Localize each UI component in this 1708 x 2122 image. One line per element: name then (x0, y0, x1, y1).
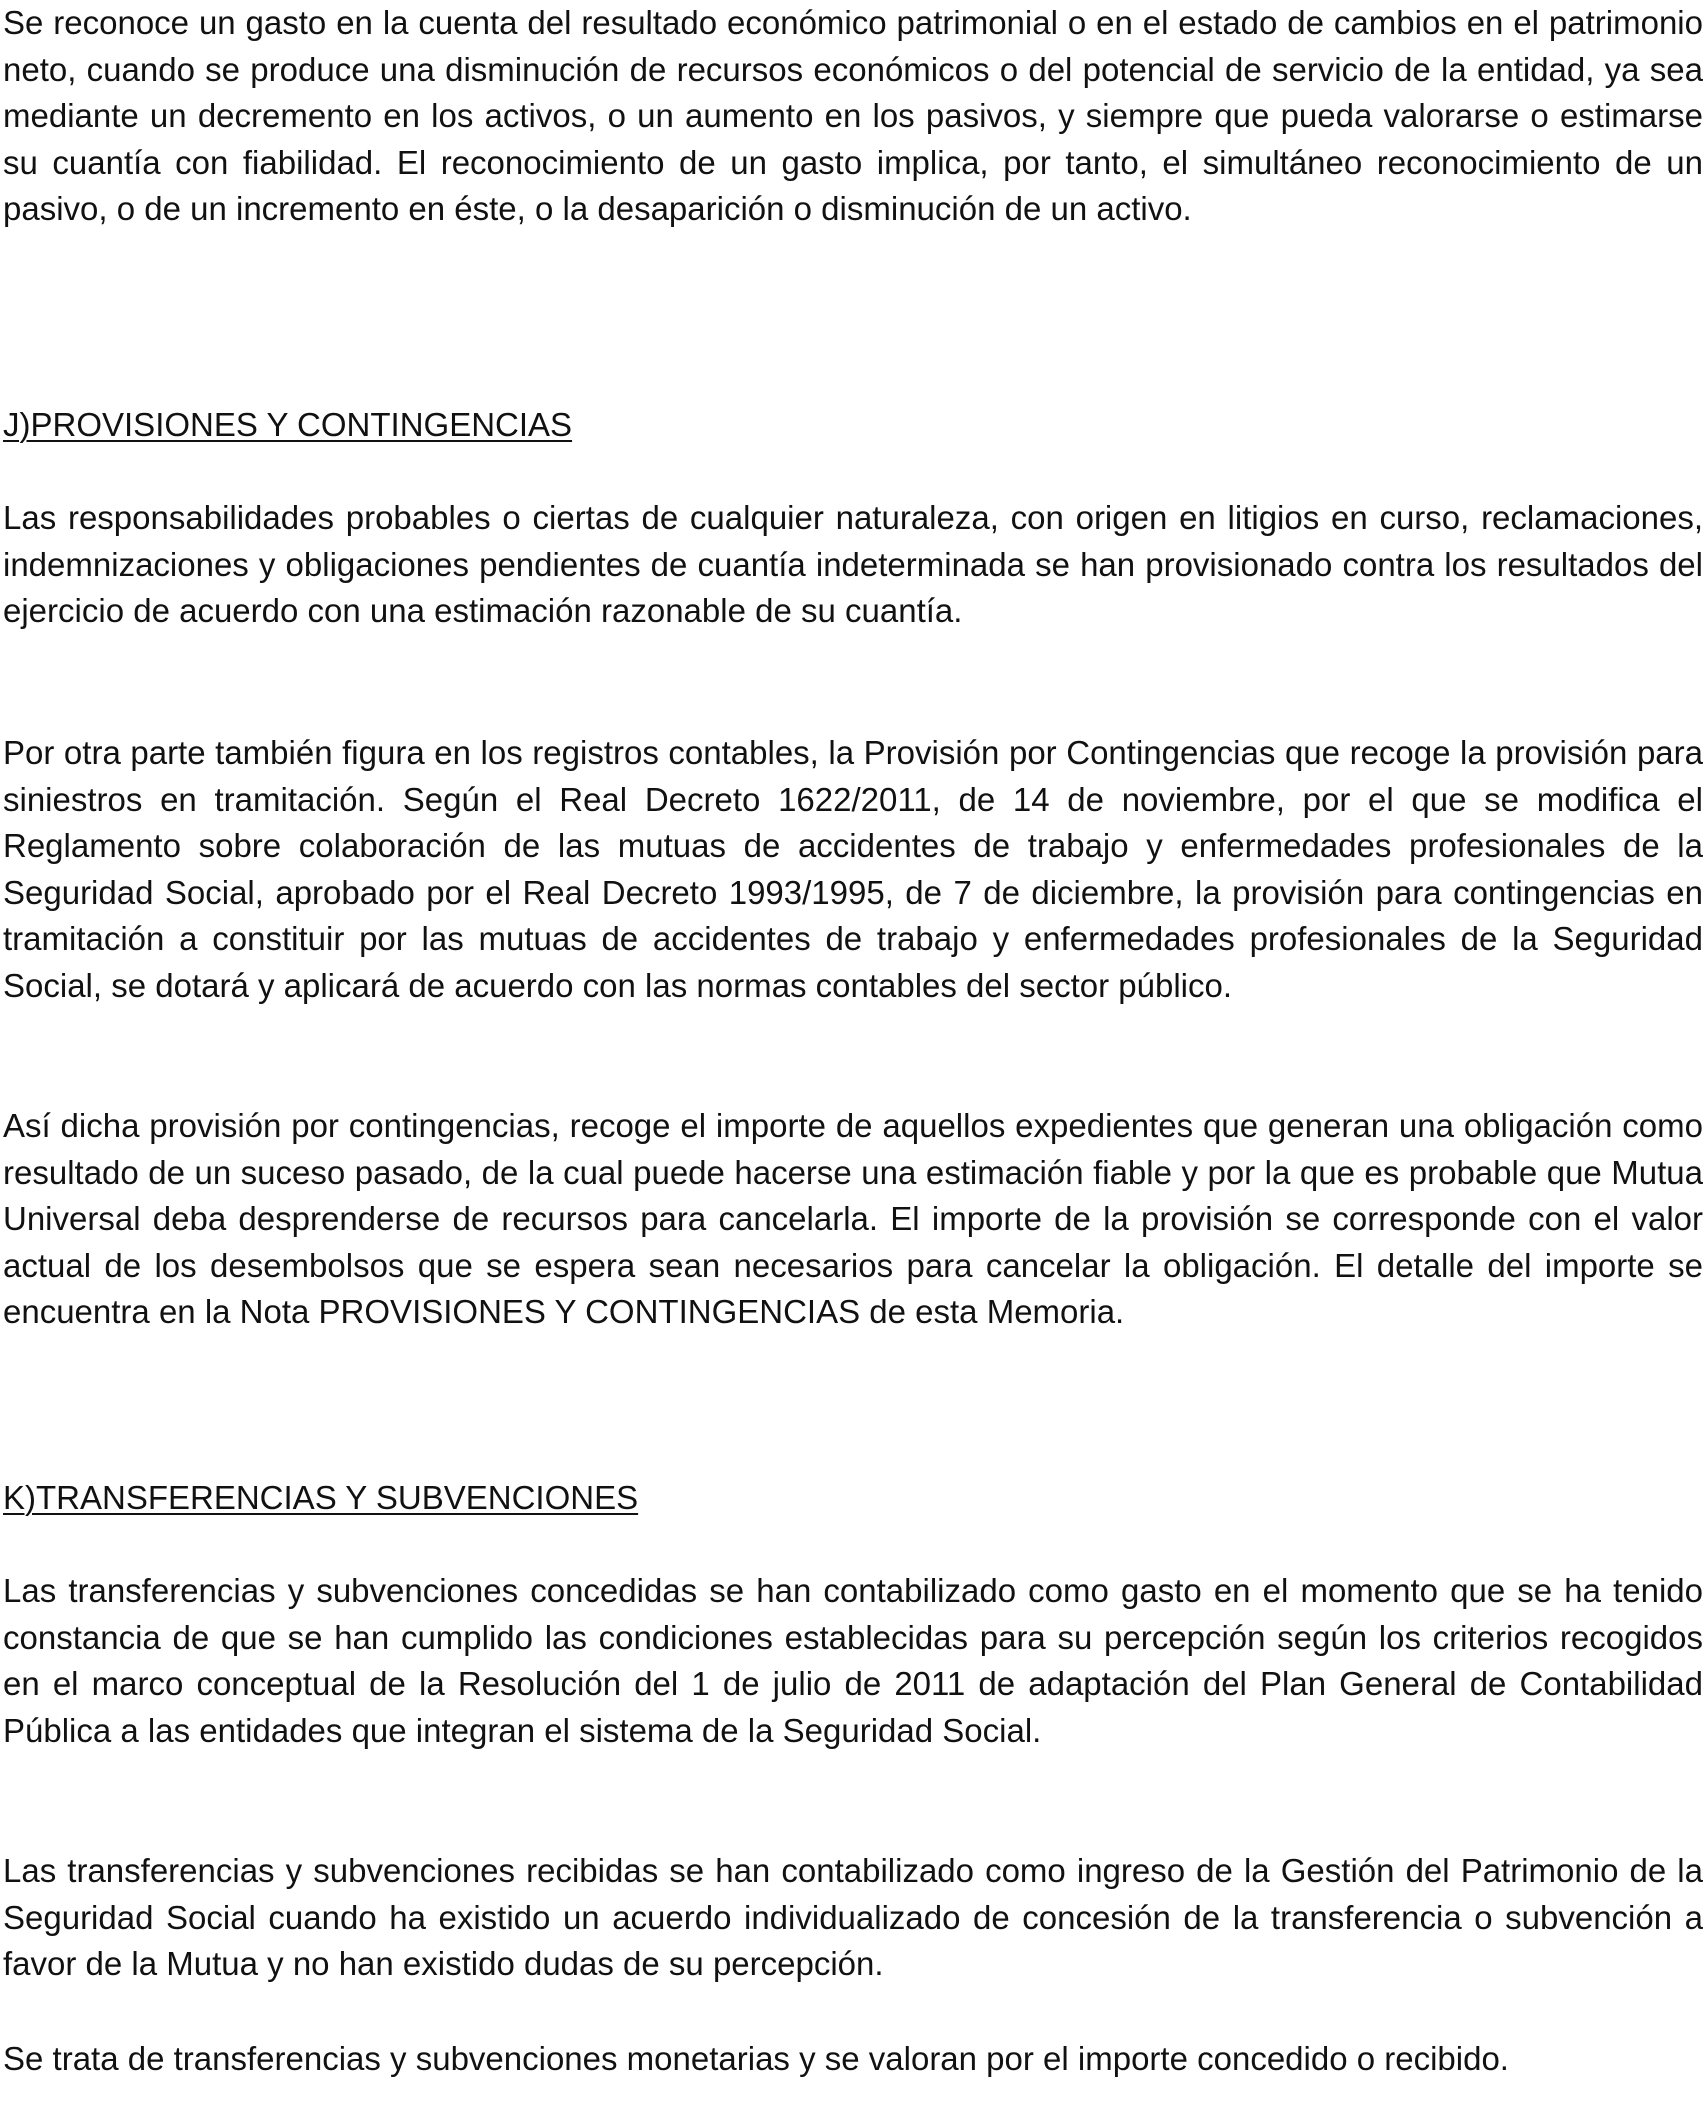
paragraph-provisiones-2: Por otra parte también figura en los registros contables, la Provisión por Contingencias que recoge la provisión para siniestros en tramitación. Según el Real Decreto 1622/2011, de 14 de noviembre, por el que se modifica el Reglamento sobre colaboración de las mutuas de accidentes de trabajo y enfermedades profesionales de la Seguridad Social, aprobado por el Real Decreto 1993/1995, de 7 de diciembre, la provisión para contingencias en tramitación a constituir por las mutuas de accidentes de trabajo y enfermedades profesionales de la Seguridad Social, se dotará y aplicará de acuerdo con las normas contables del sector público. (3, 734, 1703, 1004)
paragraph-gasto: Se reconoce un gasto en la cuenta del resultado económico patrimonial o en el estado de cambios en el patrimonio neto, cuando se produce una disminución de recursos económicos o del potencial de servicio de la entidad, ya sea mediante un decremento en los activos, o un aumento en los pasivos, y siempre que pueda valorarse o estimarse su cuantía con fiabilidad. El reconocimiento de un gasto implica, por tanto, el simultáneo reconocimiento de un pasivo, o de un incremento en éste, o la desaparición o disminución de un activo. (3, 4, 1703, 227)
heading-transferencias: K)TRANSFERENCIAS Y SUBVENCIONES (3, 1479, 639, 1516)
heading-provisiones: J)PROVISIONES Y CONTINGENCIAS (3, 406, 573, 443)
paragraph-transferencias-3: Se trata de transferencias y subvenciones monetarias y se valoran por el importe concedido o recibido. (3, 2040, 1509, 2077)
paragraph-provisiones-3: Así dicha provisión por contingencias, recoge el importe de aquellos expedientes que generan una obligación como resultado de un suceso pasado, de la cual puede hacerse una estimación fiable y por la que es probable que Mutua Universal deba desprenderse de recursos para cancelarla. El importe de la provisión se corresponde con el valor actual de los desembolsos que se espera sean necesarios para cancelar la obligación. El detalle del importe se encuentra en la Nota PROVISIONES Y CONTINGENCIAS de esta Memoria. (3, 1107, 1703, 1330)
paragraph-provisiones-1: Las responsabilidades probables o ciertas de cualquier naturaleza, con origen en litigios en curso, reclamaciones, indemnizaciones y obligaciones pendientes de cuantía indeterminada se han provisionado contra los resultados del ejercicio de acuerdo con una estimación razonable de su cuantía. (3, 499, 1703, 629)
paragraph-transferencias-2: Las transferencias y subvenciones recibidas se han contabilizado como ingreso de la Gestión del Patrimonio de la Seguridad Social cuando ha existido un acuerdo individualizado de concesión de la transferencia o subvención a favor de la Mutua y no han existido dudas de su percepción. (3, 1852, 1703, 1982)
paragraph-transferencias-1: Las transferencias y subvenciones concedidas se han contabilizado como gasto en el momento que se ha tenido constancia de que se han cumplido las condiciones establecidas para su percepción según los criterios recogidos en el marco conceptual de la Resolución del 1 de julio de 2011 de adaptación del Plan General de Contabilidad Pública a las entidades que integran el sistema de la Seguridad Social. (3, 1572, 1703, 1749)
